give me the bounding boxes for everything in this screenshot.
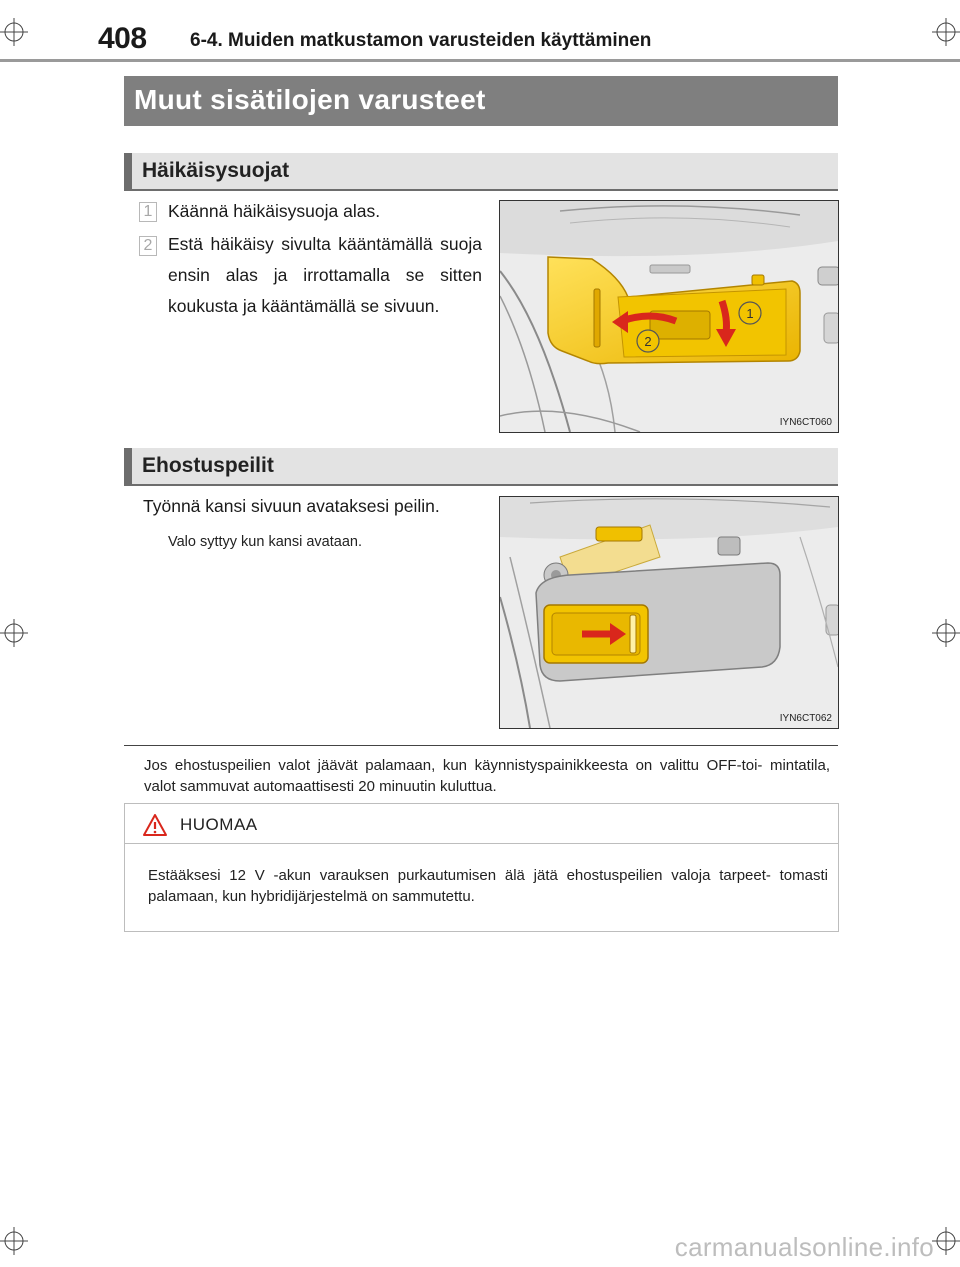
- subsection-heading-bar: [124, 153, 132, 189]
- step-text-2: Estä häikäisy sivulta kääntämällä suoja ensin alas ja irrottamalla se sitten koukusta ja kääntämällä se sivuun.: [168, 234, 482, 316]
- crop-mark-mid-right: [932, 619, 960, 647]
- warning-triangle-icon: [142, 813, 168, 837]
- chapter-title: 6-4. Muiden matkustamon varusteiden käyttäminen: [190, 30, 652, 51]
- callout-1: 1: [746, 306, 754, 321]
- sun-visor-drawing: [500, 201, 838, 432]
- notice-text: Estääksesi 12 V -akun varauksen purkautumisen älä jätä ehostuspeilien valoja tarpeet- tomasti palamaan, kun hybridijärjestelmä on sammutettu.: [148, 867, 828, 905]
- subsection-title: Häikäisysuojat: [142, 159, 290, 182]
- note-rule: [124, 745, 838, 746]
- subsection-heading-bar: [124, 448, 132, 484]
- figure-code: IYN6CT060: [779, 417, 832, 428]
- subsection-heading-sun-visors: [124, 153, 838, 191]
- notice-title: HUOMAA: [180, 815, 258, 834]
- info-note: Jos ehostuspeilien valot jäävät palamaan, kun käynnistyspainikkeesta on valittu OFF-toi- mintatila, valot sammuvat automaattisesti 20 minuutin kuluttua.: [144, 757, 830, 795]
- step-text-1: Käännä häikäisysuoja alas.: [168, 201, 381, 221]
- section-banner: [124, 76, 838, 126]
- callout-2: 2: [644, 334, 652, 349]
- sun-visor-illustration: [499, 200, 839, 433]
- vanity-mirror-sub-note: Valo syttyy kun kansi avataan.: [168, 534, 362, 550]
- figure-code: IYN6CT062: [779, 713, 832, 724]
- watermark: carmanualsonline.info: [674, 1232, 934, 1262]
- step-number-2: 2: [139, 236, 157, 256]
- crop-mark-top-left: [0, 18, 28, 46]
- crop-mark-bottom-left: [0, 1227, 28, 1255]
- step-number-1: 1: [139, 202, 157, 222]
- section-title: Muut sisätilojen varusteet: [134, 84, 486, 115]
- page-number: 408: [98, 22, 147, 55]
- notice-divider: [125, 843, 838, 844]
- subsection-heading-vanity-mirrors: [124, 448, 838, 486]
- header-rule: [0, 59, 960, 62]
- vanity-mirror-illustration: [499, 496, 839, 729]
- crop-mark-mid-left: [0, 619, 28, 647]
- crop-mark-bottom-right: [932, 1227, 960, 1255]
- crop-mark-top-right: [932, 18, 960, 46]
- subsection-title: Ehostuspeilit: [142, 454, 274, 477]
- vanity-mirror-drawing: [500, 497, 838, 728]
- vanity-mirror-instruction: Työnnä kansi sivuun avataksesi peilin.: [143, 496, 440, 516]
